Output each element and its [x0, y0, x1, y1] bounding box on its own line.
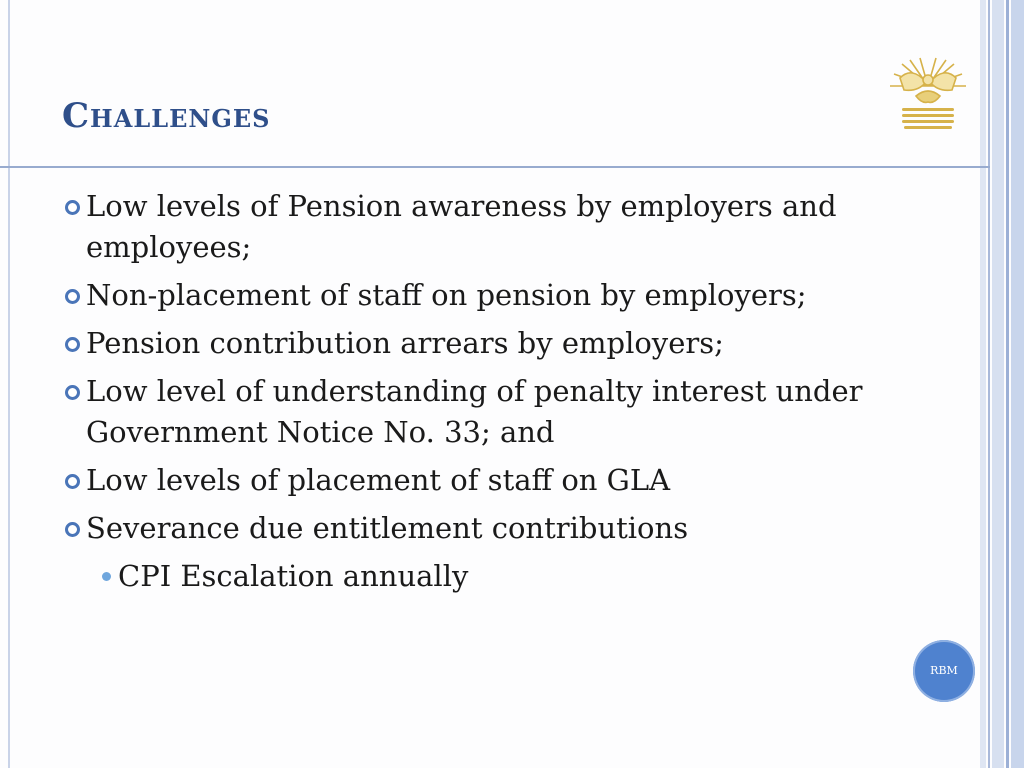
bullet-text: Non-placement of staff on pension by employers; — [86, 278, 807, 312]
left-frame-rule — [8, 0, 10, 768]
bullet-text: Low levels of placement of staff on GLA — [86, 463, 671, 497]
rbm-badge: RBM — [913, 640, 975, 702]
right-band — [1006, 0, 1009, 768]
right-band — [992, 0, 1004, 768]
slide-title: Challenges — [62, 96, 271, 136]
bullet-text: Severance due entitlement contributions — [86, 511, 689, 545]
bullet-item — [62, 186, 922, 268]
title-divider — [0, 166, 990, 168]
ring-bullet-icon — [65, 385, 80, 400]
dot-bullet-icon — [102, 572, 111, 581]
sub-bullet-text: CPI Escalation annually — [118, 559, 469, 593]
ring-bullet-icon — [65, 337, 80, 352]
sub-bullet-item — [62, 556, 922, 597]
right-band — [1011, 0, 1024, 768]
right-band — [980, 0, 986, 768]
ring-bullet-icon — [65, 200, 80, 215]
bullet-item — [62, 371, 922, 453]
bullet-item — [62, 323, 922, 364]
bullet-item — [62, 460, 922, 501]
fish-eagle-emblem-icon — [882, 56, 974, 132]
bullet-list — [62, 186, 922, 597]
bullet-text: Pension contribution arrears by employers; — [86, 326, 724, 360]
bullet-text: Low levels of Pension awareness by employers and employees; — [86, 189, 837, 264]
ring-bullet-icon — [65, 474, 80, 489]
bullet-item — [62, 275, 922, 316]
bullet-item — [62, 508, 922, 549]
right-band — [988, 0, 990, 768]
ring-bullet-icon — [65, 522, 80, 537]
ring-bullet-icon — [65, 289, 80, 304]
bullet-text: Low level of understanding of penalty interest under Government Notice No. 33; and — [86, 374, 863, 449]
